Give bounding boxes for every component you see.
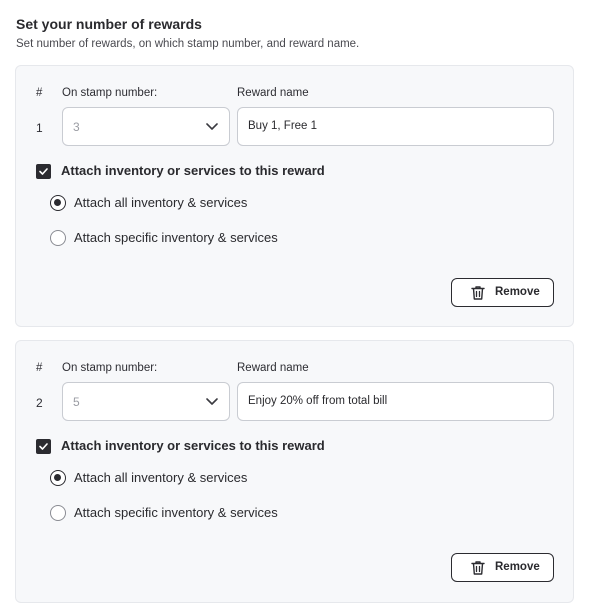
stamp-number-select[interactable] bbox=[62, 382, 230, 421]
column-header-stamp: On stamp number: bbox=[62, 87, 158, 99]
stamp-number-value: 5 bbox=[73, 395, 80, 409]
radio-attach-specific[interactable] bbox=[50, 230, 66, 246]
chevron-down-icon bbox=[205, 397, 219, 407]
column-header-index: # bbox=[36, 87, 43, 99]
radio-attach-specific-label[interactable]: Attach specific inventory & services bbox=[74, 230, 278, 245]
reward-number: 1 bbox=[36, 121, 43, 135]
column-header-reward-name: Reward name bbox=[237, 87, 309, 99]
radio-attach-all-label[interactable]: Attach all inventory & services bbox=[74, 470, 248, 485]
radio-attach-all[interactable] bbox=[50, 195, 66, 211]
column-header-index: # bbox=[36, 362, 43, 374]
reward-name-value: Buy 1, Free 1 bbox=[248, 120, 318, 132]
reward-card-1 bbox=[15, 65, 574, 327]
trash-icon bbox=[470, 285, 486, 301]
remove-button[interactable] bbox=[451, 553, 554, 582]
attach-inventory-checkbox[interactable] bbox=[36, 164, 51, 179]
reward-name-input[interactable] bbox=[237, 382, 554, 421]
radio-attach-specific[interactable] bbox=[50, 505, 66, 521]
chevron-down-icon bbox=[205, 122, 219, 132]
reward-name-value: Enjoy 20% off from total bill bbox=[248, 395, 388, 407]
check-icon bbox=[38, 441, 49, 452]
remove-button[interactable] bbox=[451, 278, 554, 307]
remove-button-label: Remove bbox=[495, 561, 540, 573]
remove-button-label: Remove bbox=[495, 286, 540, 298]
reward-name-input[interactable] bbox=[237, 107, 554, 146]
radio-attach-all-label[interactable]: Attach all inventory & services bbox=[74, 195, 248, 210]
column-header-stamp: On stamp number: bbox=[62, 362, 158, 374]
check-icon bbox=[38, 166, 49, 177]
radio-attach-all[interactable] bbox=[50, 470, 66, 486]
attach-inventory-label[interactable]: Attach inventory or services to this reward bbox=[61, 438, 325, 453]
stamp-number-select[interactable] bbox=[62, 107, 230, 146]
attach-inventory-checkbox[interactable] bbox=[36, 439, 51, 454]
reward-card-2 bbox=[15, 340, 574, 603]
stamp-number-value: 3 bbox=[73, 120, 80, 134]
radio-attach-specific-label[interactable]: Attach specific inventory & services bbox=[74, 505, 278, 520]
attach-inventory-label[interactable]: Attach inventory or services to this reward bbox=[61, 163, 325, 178]
section-subtitle: Set number of rewards, on which stamp number, and reward name. bbox=[16, 38, 360, 50]
section-title: Set your number of rewards bbox=[16, 16, 202, 32]
column-header-reward-name: Reward name bbox=[237, 362, 309, 374]
reward-number: 2 bbox=[36, 396, 43, 410]
trash-icon bbox=[470, 560, 486, 576]
